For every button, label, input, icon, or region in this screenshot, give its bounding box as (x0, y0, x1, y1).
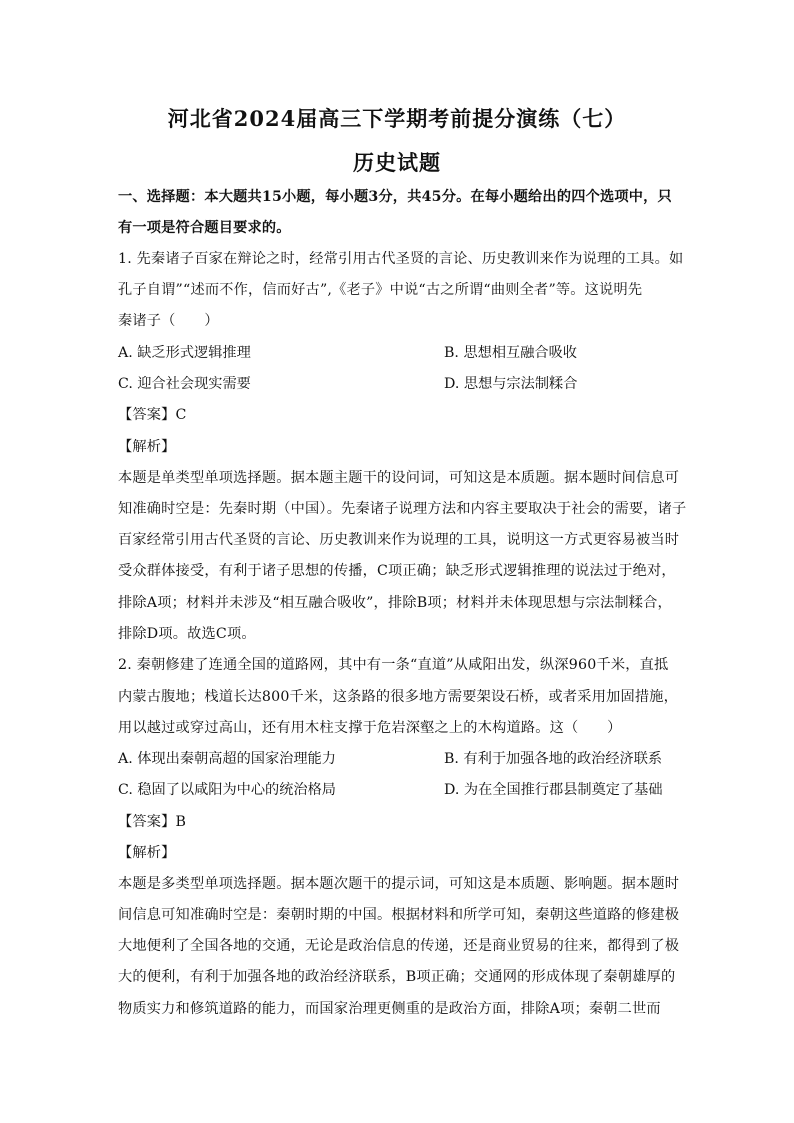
q1-option-d: D. 思想与宗法制糅合 (444, 376, 578, 392)
q2-option-d: D. 为在全国推行郡县制奠定了基础 (444, 782, 663, 798)
section-heading-line-2: 有一项是符合题目要求的。 (118, 220, 291, 236)
q2-analysis-line-5: 物质实力和修筑道路的能力，而国家治理更侧重的是政治方面，排除A项；秦朝二世而 (118, 1001, 661, 1017)
q2-analysis-line-1: 本题是多类型单项选择题。据本题次题干的提示词，可知这是本质题、影响题。据本题时 (118, 876, 680, 892)
q2-option-c: C. 稳固了以咸阳为中心的统治格局 (118, 782, 336, 798)
q2-answer: 【答案】B (118, 814, 187, 830)
q1-stem-line-2: 孔子自谓”“述而不作，信而好古”,《老子》中说“古之所谓“曲则全者”等。这说明先 (118, 282, 643, 298)
q1-option-a: A. 缺乏形式逻辑推理 (118, 345, 251, 361)
q2-analysis-line-4: 大的便利，有利于加强各地的政治经济联系，B项正确；交通网的形成体现了秦朝雄厚的 (118, 969, 676, 985)
q2-analysis-line-3: 大地便利了全国各地的交通，无论是政治信息的传递，还是商业贸易的往来，都得到了极 (118, 938, 680, 954)
q2-stem-line-3: 用以越过或穿过高山，还有用木柱支撑于危岩深壑之上的木构道路。这（ ） (118, 720, 622, 736)
q2-analysis-label: 【解析】 (118, 845, 176, 861)
document-title: 河北省2024届高三下学期考前提分演练（七） (167, 106, 627, 131)
q1-stem-line-3: 秦诸子（ ） (118, 313, 219, 329)
q1-option-c: C. 迎合社会现实需要 (118, 376, 251, 392)
q1-analysis-label: 【解析】 (118, 439, 176, 455)
q1-analysis-line-3: 百家经常引用古代圣贤的言论、历史教训来作为说理的工具，说明这一方式更容易被当时 (118, 532, 680, 548)
q1-analysis-line-2: 知准确时空是：先秦时期（中国）。先秦诸子说理方法和内容主要取决于社会的需要，诸子 (118, 501, 687, 517)
q2-option-a: A. 体现出秦朝高超的国家治理能力 (118, 751, 336, 767)
q2-stem-line-2: 内蒙古腹地；栈道长达800千米，这条路的很多地方需要架设石桥，或者采用加固措施， (118, 689, 679, 705)
q1-analysis-line-6: 排除D项。故选C项。 (118, 626, 256, 642)
q2-option-b: B. 有利于加强各地的政治经济联系 (444, 751, 663, 767)
q1-stem-line-1: 1. 先秦诸子百家在辩论之时，经常引用古代圣贤的言论、历史教训来作为说理的工具。如 (118, 251, 684, 267)
q2-analysis-line-2: 间信息可知准确时空是：秦朝时期的中国。根据材料和所学可知，秦朝这些道路的修建极 (118, 907, 680, 923)
q1-option-b: B. 思想相互融合吸收 (444, 345, 577, 361)
q1-answer: 【答案】C (118, 407, 187, 423)
q1-analysis-line-5: 排除A项；材料并未涉及“相互融合吸收”，排除B项；材料并未体现思想与宗法制糅合， (118, 595, 672, 611)
q1-analysis-line-1: 本题是单类型单项选择题。据本题主题干的设问词，可知这是本质题。据本题时间信息可 (118, 470, 680, 486)
section-heading-line-1: 一、选择题：本大题共15小题，每小题3分，共45分。在每小题给出的四个选项中，只 (118, 189, 672, 205)
q2-stem-line-1: 2. 秦朝修建了连通全国的道路网，其中有一条“直道”从咸阳出发，纵深960千米，直抵 (118, 657, 669, 673)
document-subtitle: 历史试题 (353, 150, 441, 175)
q1-analysis-line-4: 受众群体接受，有利于诸子思想的传播，C项正确；缺乏形式逻辑推理的说法过于绝对， (118, 563, 676, 579)
